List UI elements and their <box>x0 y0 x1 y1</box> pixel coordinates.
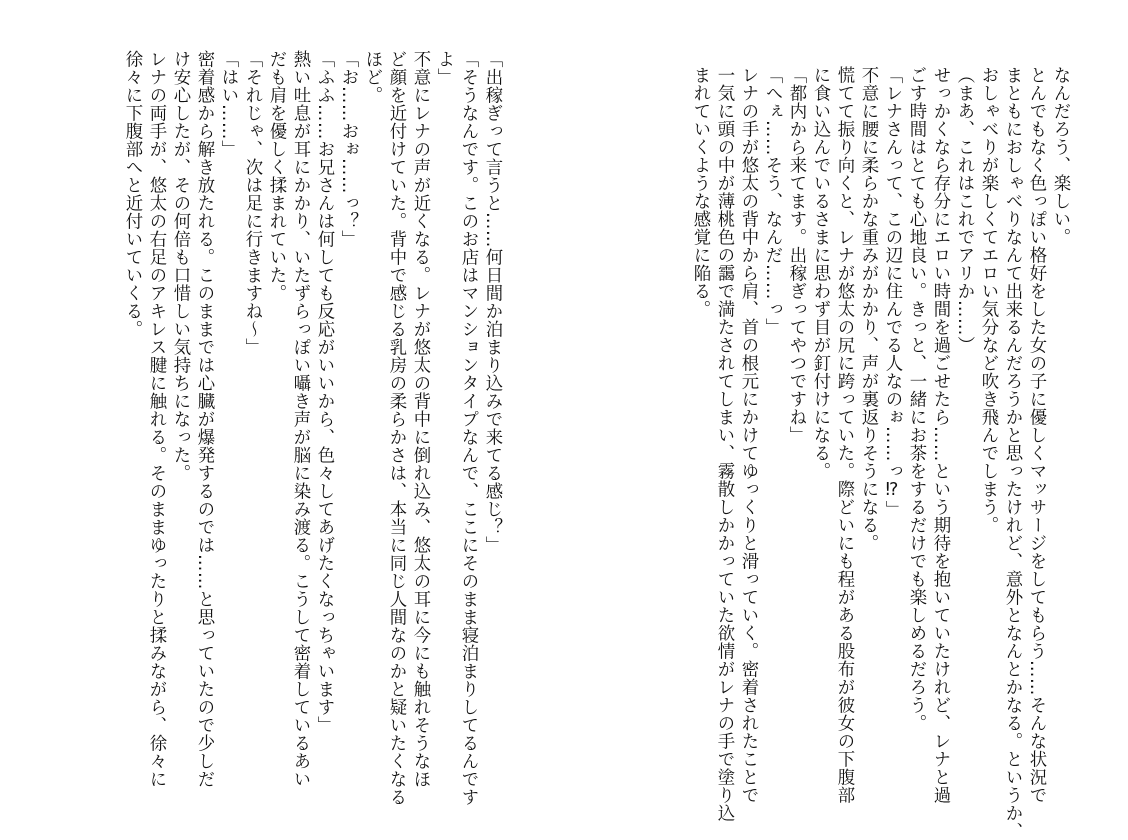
text-line: 「それじゃ、次は足に行きますね～」 <box>242 50 262 356</box>
text-line: 「お……おぉ……っ？」 <box>338 50 358 248</box>
left-page <box>0 0 564 806</box>
text-line: レナの手が悠太の背中から肩、首の根元にかけてゆっくりと滑っていく。密着されたことで <box>738 66 758 804</box>
text-line: 「都内から来てます。出稼ぎってやつですね」 <box>786 66 806 444</box>
text-line: 「出稼ぎって言うと……何日間か泊まり込みで来てる感じ？」 <box>482 50 502 554</box>
text-line: 不意に腰に柔らかな重みがかかり、声が裏返りそうになる。 <box>858 66 878 552</box>
text-line: 徐々に下腹部へと近付いていくる。 <box>122 50 142 338</box>
text-line: 「ふふ……お兄さんは何しても反応がいいから、色々してあげたくなっちゃいます」 <box>314 50 334 734</box>
text-line: 「はい……」 <box>218 50 238 158</box>
text-line: なんだろう、楽しい。 <box>1050 66 1070 246</box>
right-page <box>564 0 1128 840</box>
text-line: 不意にレナの声が近くなる。レナが悠太の背中に倒れ込み、悠太の耳に今にも触れそうなほ <box>410 50 430 788</box>
text-line: （まあ、これはこれでアリか……） <box>954 66 974 354</box>
text-line: まれていくような感覚に陥る。 <box>690 66 710 318</box>
text-line: だも肩を優しく揉まれていた。 <box>266 50 286 302</box>
text-line: 「へぇ……そう、なんだ……っ」 <box>762 66 782 336</box>
text-line: まともにおしゃべりなんて出来るんだろうかと思ったけれど、意外となんとかなる。というか、 <box>1002 66 1022 840</box>
text-line: とんでもなく色っぽい格好をした女の子に優しくマッサージをしてもらう……そんな状況で <box>1026 66 1046 804</box>
text-line: ほど。 <box>362 50 382 104</box>
text-line: せっかくなら存分にエロい時間を過ごせたら……という期待を抱いていたけれど、レナと過 <box>930 66 950 804</box>
text-line: おしゃべりが楽しくてエロい気分など吹き飛んでしまう。 <box>978 66 998 534</box>
text-line: ど顔を近付けていた。背中で感じる乳房の柔らかさは、本当に同じ人間なのかと疑いたくなる <box>386 50 406 806</box>
text-line: け安心したが、その何倍も口惜しい気持ちになった。 <box>170 50 190 482</box>
text-line: 密着感から解き放たれる。このままでは心臓が爆発するのでは……と思っていたので少しだ <box>194 50 214 788</box>
text-line: よ」 <box>434 50 454 86</box>
text-line: ごす時間はとても心地良い。きっと、一緒にお茶をするだけでも楽しめるだろう。 <box>906 66 926 732</box>
text-line: 「そうなんです。このお店はマンションタイプなんで、ここにそのまま寝泊まりしてるんです <box>458 50 478 806</box>
text-line: 一気に頭の中が薄桃色の靄で満たされてしまい、霧散しかかっていた欲情がレナの手で塗り込 <box>714 66 734 822</box>
text-line: 慌てて振り向くと、レナが悠太の尻に跨っていた。際どいにも程がある股布が彼女の下腹部 <box>834 66 854 804</box>
text-line: レナの両手が、悠太の右足のアキレス腱に触れる。そのままゆったりと揉みながら、徐々に <box>146 50 166 788</box>
text-line: 「レナさんって、この辺に住んでる人なのぉ……っ⁉」 <box>882 66 902 519</box>
text-line: に食い込んでいるさまに思わず目が釘付けになる。 <box>810 66 830 480</box>
text-line: 熱い吐息が耳にかかり、いたずらっぽい囁き声が脳に染み渡る。こうして密着しているあい <box>290 50 310 788</box>
